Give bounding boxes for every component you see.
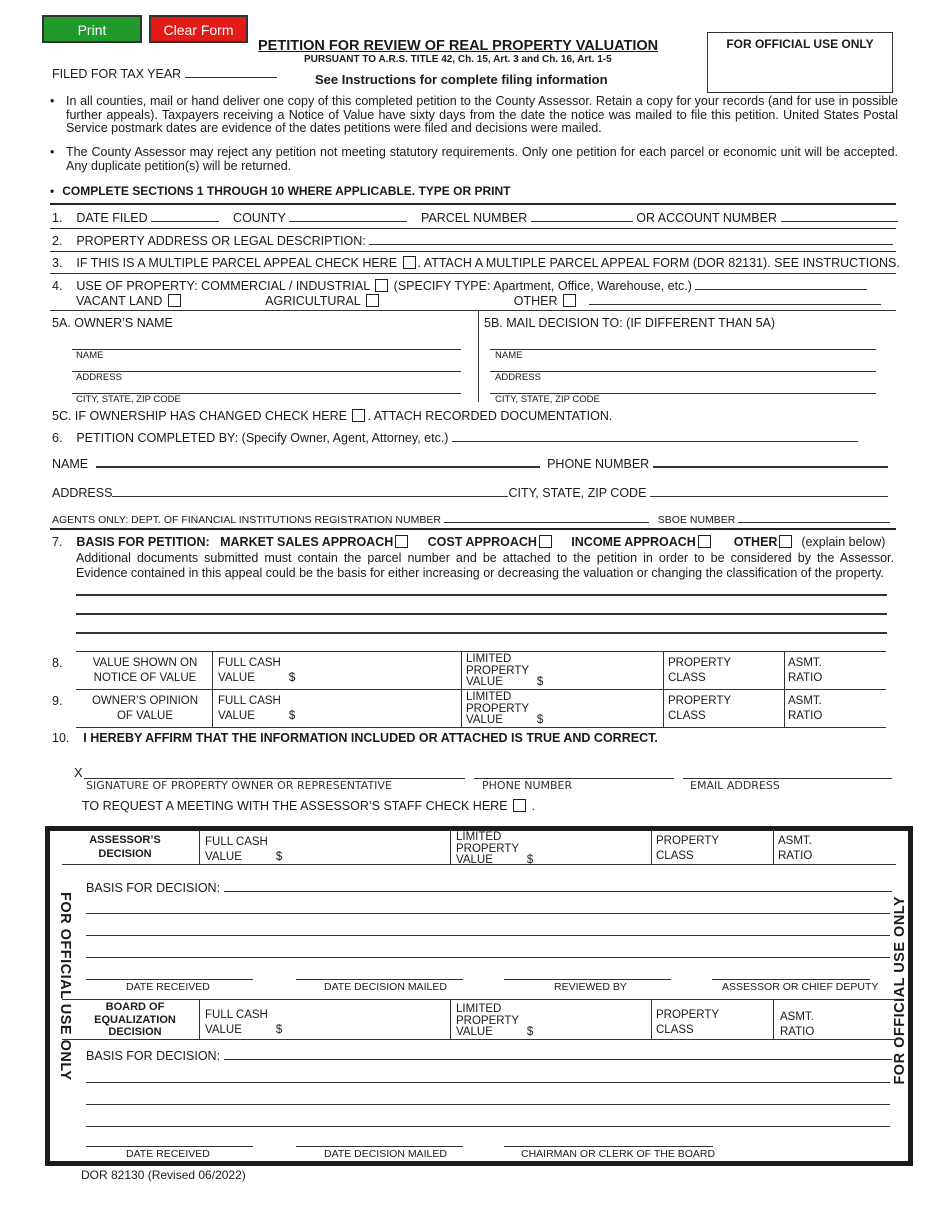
commercial-label: USE OF PROPERTY: COMMERCIAL / INDUSTRIAL (76, 279, 370, 293)
agricultural-label: AGRICULTURAL (265, 294, 361, 308)
parcel-number-label: PARCEL NUMBER (421, 211, 528, 225)
owners-name-label: 5A. OWNER’S NAME (52, 316, 173, 330)
completed-by-label: PETITION COMPLETED BY: (Specify Owner, Agent, Attorney, etc.) (76, 431, 449, 445)
divider (50, 310, 896, 311)
cost-approach-checkbox[interactable] (539, 535, 552, 548)
divider (663, 651, 664, 727)
divider (50, 228, 896, 229)
s9-limited[interactable] (466, 692, 543, 727)
s8-ratio[interactable] (788, 656, 822, 686)
ownership-changed-label: 5C. IF OWNERSHIP HAS CHANGED CHECK HERE (52, 409, 347, 423)
official-use-side-right: FOR OFFICIAL USE ONLY (892, 896, 908, 1085)
form-title: PETITION FOR REVIEW OF REAL PROPERTY VALUATION (258, 38, 659, 54)
s8-label-1: VALUE SHOWN ON (92, 657, 198, 669)
s9-num: 9. (52, 694, 63, 708)
ratio-label: RATIO (780, 1026, 815, 1038)
chairman-field[interactable] (504, 1146, 713, 1147)
vacant-land-label: VACANT LAND (76, 294, 163, 308)
preparer-city-field[interactable] (650, 485, 888, 497)
signature-caption: SIGNATURE OF PROPERTY OWNER OR REPRESENTATIVE (86, 779, 392, 792)
ownership-changed-note: . ATTACH RECORDED DOCUMENTATION. (367, 409, 613, 423)
form-number: DOR 82130 (Revised 06/2022) (81, 1168, 246, 1182)
value-label: VALUE (218, 710, 255, 722)
meeting-request-period: . (531, 799, 535, 813)
section-1 (52, 210, 898, 225)
market-sales-label: MARKET SALES APPROACH (220, 535, 394, 549)
s9-label-2: OF VALUE (116, 710, 174, 722)
value-label: VALUE (218, 672, 255, 684)
s8-limited[interactable] (466, 654, 543, 689)
asmt-label: ASMT. (788, 695, 822, 707)
owner-name-field[interactable] (72, 349, 461, 350)
limited-label: LIMITED (466, 653, 512, 665)
owner-name-caption: NAME (76, 350, 104, 361)
board-class[interactable] (656, 1008, 719, 1038)
board-basis (86, 1048, 892, 1063)
value-label: VALUE (456, 854, 493, 866)
value-label: VALUE (466, 676, 503, 688)
value-label: VALUE (466, 714, 503, 726)
s9-class[interactable] (668, 694, 731, 724)
preparer-name-label: NAME (52, 457, 89, 471)
assessor-sign-field[interactable] (712, 979, 870, 980)
specify-type-label: (SPECIFY TYPE: Apartment, Office, Warehouse, etc.) (393, 279, 692, 293)
ratio-label: RATIO (778, 850, 813, 862)
section-6-address (52, 485, 888, 500)
divider (62, 1039, 896, 1040)
assessor-ratio[interactable] (778, 834, 812, 864)
section-10 (52, 731, 658, 745)
other-approach-label: OTHER (733, 535, 778, 549)
board-basis-line-3[interactable] (86, 1126, 890, 1127)
mail-address-field[interactable] (490, 371, 876, 372)
owner-address-caption: ADDRESS (76, 372, 122, 383)
explain-line-3[interactable] (76, 632, 887, 634)
full-cash-label: FULL CASH (205, 836, 268, 848)
other-use-checkbox[interactable] (563, 294, 576, 307)
tax-year-label: FILED FOR TAX YEAR (52, 67, 182, 81)
affirm-statement: I HEREBY AFFIRM THAT THE INFORMATION INCLUDED OR ATTACHED IS TRUE AND CORRECT. (83, 731, 658, 745)
bullet-1: • In all counties, mail or hand deliver one copy of this completed petition to the County Assessor. Retain a copy for your records (and for use in possible further appeals). Taxpayers receiving a Notice of Value have sixty days from the date the notice was mailed to file this petition. United States Postal Service postmark dates are evidence of the dates petitions were filed and decisions were mailed. (50, 94, 898, 135)
board-limited[interactable] (456, 1004, 533, 1039)
s8-label-2: NOTICE OF VALUE (93, 672, 197, 684)
reviewed-by-caption: REVIEWED BY (554, 981, 627, 993)
section-4 (52, 278, 867, 293)
assessor-decision-label (66, 833, 184, 861)
other-approach-checkbox[interactable] (779, 535, 792, 548)
assessor-limited[interactable] (456, 832, 533, 867)
clear-form-button[interactable]: Clear Form (149, 15, 248, 43)
divider (461, 651, 462, 727)
dollar-sign: $ (275, 851, 283, 863)
sboe-label: SBOE NUMBER (657, 514, 736, 526)
mail-address-caption: ADDRESS (495, 372, 541, 383)
board-label-2: EQUALIZATION (94, 1013, 176, 1026)
class-label: CLASS (656, 850, 694, 862)
dollar-sign: $ (288, 672, 296, 684)
ratio-label: RATIO (788, 710, 823, 722)
section-6 (52, 430, 858, 445)
divider (50, 528, 896, 530)
registration-number-field[interactable] (444, 513, 649, 523)
s8-class[interactable] (668, 656, 731, 686)
property-label: PROPERTY (656, 835, 720, 847)
s9-label (80, 694, 210, 724)
section-4-row2 (76, 293, 896, 308)
assessor-basis-label: BASIS FOR DECISION: (86, 881, 221, 895)
board-decision-label (66, 1001, 204, 1039)
section-2 (52, 233, 893, 248)
property-address-label: PROPERTY ADDRESS OR LEGAL DESCRIPTION: (76, 234, 366, 248)
explain-line-2[interactable] (76, 613, 887, 615)
board-label-1: BOARD OF (105, 1001, 165, 1013)
meeting-request-label: TO REQUEST A MEETING WITH THE ASSESSOR’S STAFF CHECK HERE (82, 799, 508, 813)
owner-city-caption: CITY, STATE, ZIP CODE (76, 394, 181, 405)
dollar-sign: $ (526, 1026, 534, 1038)
parcel-number-field[interactable] (531, 210, 633, 222)
vacant-land-checkbox[interactable] (168, 294, 181, 307)
s8-num: 8. (52, 656, 63, 670)
divider (651, 999, 652, 1039)
s7-num: 7. (52, 535, 63, 549)
assessor-basis (86, 880, 892, 895)
mail-name-caption: NAME (495, 350, 523, 361)
assessor-date-mailed-caption: DATE DECISION MAILED (324, 981, 447, 993)
official-use-section (45, 826, 913, 1166)
s4-num: 4. (52, 279, 63, 293)
income-approach-checkbox[interactable] (698, 535, 711, 548)
assessor-label-2: DECISION (98, 848, 152, 860)
s3-num: 3. (52, 256, 63, 270)
assessor-basis-line-3[interactable] (86, 957, 890, 958)
s9-label-1: OWNER’S OPINION (91, 695, 199, 707)
assessor-basis-line-2[interactable] (86, 935, 890, 936)
class-label: CLASS (656, 1024, 694, 1036)
commercial-checkbox[interactable] (375, 279, 388, 292)
divider (651, 830, 652, 864)
property-label: PROPERTY (466, 702, 530, 715)
owner-address-field[interactable] (72, 371, 461, 372)
divider (450, 830, 451, 864)
asmt-label: ASMT. (788, 657, 822, 669)
class-label: CLASS (668, 710, 706, 722)
dollar-sign: $ (536, 676, 544, 688)
limited-label: LIMITED (456, 1003, 502, 1015)
reviewed-by-field[interactable] (504, 979, 671, 980)
explain-below-label: (explain below) (801, 535, 886, 549)
county-label: COUNTY (233, 211, 286, 225)
preparer-phone-label: PHONE NUMBER (547, 457, 650, 471)
multiple-parcel-note: . ATTACH A MULTIPLE PARCEL APPEAL FORM (DOR 82131). SEE INSTRUCTIONS. (417, 256, 900, 270)
divider (76, 651, 886, 652)
mail-name-field[interactable] (490, 349, 876, 350)
board-basis-label: BASIS FOR DECISION: (86, 1049, 221, 1063)
other-use-field[interactable] (589, 293, 881, 305)
s8-full-cash[interactable] (218, 656, 295, 686)
preparer-address-field[interactable] (112, 485, 508, 497)
sboe-number-field[interactable] (738, 513, 890, 523)
board-full-cash[interactable] (205, 1008, 282, 1038)
board-ratio[interactable] (780, 1010, 814, 1040)
full-cash-label: FULL CASH (205, 1009, 268, 1021)
property-address-field[interactable] (369, 233, 893, 245)
assessor-basis-field[interactable] (224, 880, 892, 892)
section-5c (52, 409, 612, 423)
divider (50, 251, 896, 252)
cost-approach-label: COST APPROACH (427, 535, 537, 549)
asmt-label: ASMT. (780, 1011, 814, 1023)
divider (199, 830, 200, 864)
account-number-label: OR ACCOUNT NUMBER (636, 211, 778, 225)
bullet-1-text: In all counties, mail or hand deliver one copy of this completed petition to the County Assessor. Retain a copy for your records (and for use in possible further appeals). Taxpayers receiving a Notice of Value have sixty days from the date the notice was mailed to file this petition. United States Postal Service postmark dates are evidence of the dates petitions were filed and decisions were mailed. (66, 94, 898, 135)
dollar-sign: $ (275, 1024, 283, 1036)
basis-label: BASIS FOR PETITION: (76, 535, 210, 549)
completed-by-field[interactable] (452, 430, 858, 442)
property-label: PROPERTY (466, 664, 530, 677)
other-use-label: OTHER (513, 294, 558, 308)
section-3 (52, 256, 900, 270)
divider (62, 999, 896, 1000)
specify-type-field[interactable] (695, 278, 867, 290)
section-6-agents (52, 513, 890, 526)
board-basis-line-1[interactable] (86, 1082, 890, 1083)
signer-email-caption: EMAIL ADDRESS (690, 779, 780, 792)
divider (76, 689, 886, 690)
board-basis-field[interactable] (224, 1048, 892, 1060)
board-date-mailed-field[interactable] (296, 1146, 463, 1147)
property-label: PROPERTY (668, 657, 732, 669)
value-label: VALUE (205, 1024, 242, 1036)
divider (212, 651, 213, 727)
print-button[interactable]: Print (42, 15, 142, 43)
explain-line-1[interactable] (76, 594, 887, 596)
multiple-parcel-label: IF THIS IS A MULTIPLE PARCEL APPEAL CHECK HERE (76, 256, 398, 270)
account-number-field[interactable] (781, 210, 898, 222)
official-use-label: FOR OFFICIAL USE ONLY (726, 37, 874, 51)
income-approach-label: INCOME APPROACH (571, 535, 696, 549)
section-7 (52, 535, 898, 549)
market-sales-checkbox[interactable] (395, 535, 408, 548)
board-label-3: DECISION (108, 1026, 162, 1038)
multiple-parcel-checkbox[interactable] (403, 256, 416, 269)
s2-num: 2. (52, 234, 63, 248)
assessor-sign-caption: ASSESSOR OR CHIEF DEPUTY (722, 981, 879, 993)
divider (773, 830, 774, 864)
section-5-divider (478, 310, 479, 402)
property-label: PROPERTY (668, 695, 732, 707)
county-field[interactable] (289, 210, 407, 222)
divider (50, 273, 896, 274)
assessor-date-received-field[interactable] (86, 979, 253, 980)
preparer-phone-field[interactable] (653, 456, 888, 468)
bullet-3: • COMPLETE SECTIONS 1 THROUGH 10 WHERE APPLICABLE. TYPE OR PRINT (50, 184, 511, 198)
filed-for-tax-year (52, 66, 277, 81)
value-label: VALUE (205, 851, 242, 863)
meeting-request-checkbox[interactable] (513, 799, 526, 812)
board-date-received-caption: DATE RECEIVED (126, 1148, 210, 1160)
form-subtitle: PURSUANT TO A.R.S. TITLE 42, Ch. 15, Art. 3 and Ch. 16, Art. 1-5 (304, 54, 612, 65)
bullet-2: • The County Assessor may reject any petition not meeting statutory requirements. Only one petition for each parcel or economic unit will be accepted. Any duplicate petition(s) will be returned. (50, 145, 898, 173)
section-7-text: Additional documents submitted must contain the parcel number and be attached to the petition in order to be considered by the Assessor. Evidence contained in this appeal could be the basis for either increasing or decreasing the valuation or changing the classification of the property. (76, 551, 894, 580)
mail-decision-label: 5B. MAIL DECISION TO: (IF DIFFERENT THAN 5A) (484, 316, 776, 330)
class-label: CLASS (668, 672, 706, 684)
property-label: PROPERTY (456, 1014, 520, 1027)
assessor-date-received-caption: DATE RECEIVED (126, 981, 210, 993)
dollar-sign: $ (288, 710, 296, 722)
official-use-box (707, 32, 893, 93)
section-6-name (52, 456, 888, 471)
asmt-label: ASMT. (778, 835, 812, 847)
assessor-class[interactable] (656, 834, 719, 864)
assessor-basis-line-1[interactable] (86, 913, 890, 914)
divider (76, 727, 886, 728)
s8-label (80, 656, 210, 686)
signer-phone-caption: PHONE NUMBER (482, 779, 573, 792)
s1-num: 1. (52, 211, 63, 225)
board-date-mailed-caption: DATE DECISION MAILED (324, 1148, 447, 1160)
board-date-received-field[interactable] (86, 1146, 253, 1147)
agricultural-checkbox[interactable] (366, 294, 379, 307)
official-use-side-left: FOR OFFICIAL USE ONLY (57, 892, 73, 1081)
chairman-caption: CHAIRMAN OR CLERK OF THE BOARD (521, 1148, 716, 1160)
mail-city-caption: CITY, STATE, ZIP CODE (495, 394, 600, 405)
property-label: PROPERTY (656, 1009, 720, 1021)
dollar-sign: $ (526, 854, 534, 866)
ownership-changed-checkbox[interactable] (352, 409, 365, 422)
divider (50, 203, 896, 205)
date-filed-label: DATE FILED (76, 211, 148, 225)
divider (784, 651, 785, 727)
assessor-label-1: ASSESSOR’S (89, 834, 161, 846)
preparer-name-field[interactable] (96, 456, 540, 468)
divider (450, 999, 451, 1039)
tax-year-field[interactable] (185, 66, 277, 78)
property-label: PROPERTY (456, 842, 520, 855)
board-basis-line-2[interactable] (86, 1104, 890, 1105)
agents-label: AGENTS ONLY: DEPT. OF FINANCIAL INSTITUTIONS REGISTRATION NUMBER (52, 514, 441, 526)
instructions-note: See Instructions for complete filing information (315, 72, 608, 87)
limited-label: LIMITED (456, 831, 502, 843)
preparer-city-label: CITY, STATE, ZIP CODE (508, 486, 647, 500)
ratio-label: RATIO (788, 672, 823, 684)
s6-num: 6. (52, 431, 63, 445)
assessor-date-mailed-field[interactable] (296, 979, 463, 980)
dollar-sign: $ (536, 714, 544, 726)
bullet-3-text: COMPLETE SECTIONS 1 THROUGH 10 WHERE APPLICABLE. TYPE OR PRINT (62, 184, 511, 198)
date-filed-field[interactable] (151, 210, 219, 222)
preparer-address-label: ADDRESS (52, 486, 113, 500)
full-cash-label: FULL CASH (218, 695, 281, 707)
bullet-2-text: The County Assessor may reject any petition not meeting statutory requirements. Only one petition for each parcel or economic unit will be accepted. Any duplicate petition(s) will be returned. (66, 145, 898, 173)
s9-ratio[interactable] (788, 694, 822, 724)
divider (773, 999, 774, 1039)
limited-label: LIMITED (466, 691, 512, 703)
meeting-request (82, 799, 535, 813)
value-label: VALUE (456, 1026, 493, 1038)
s9-full-cash[interactable] (218, 694, 295, 724)
full-cash-label: FULL CASH (218, 657, 281, 669)
assessor-full-cash[interactable] (205, 835, 282, 865)
s10-num: 10. (52, 731, 70, 745)
signature-x: X (74, 765, 83, 780)
